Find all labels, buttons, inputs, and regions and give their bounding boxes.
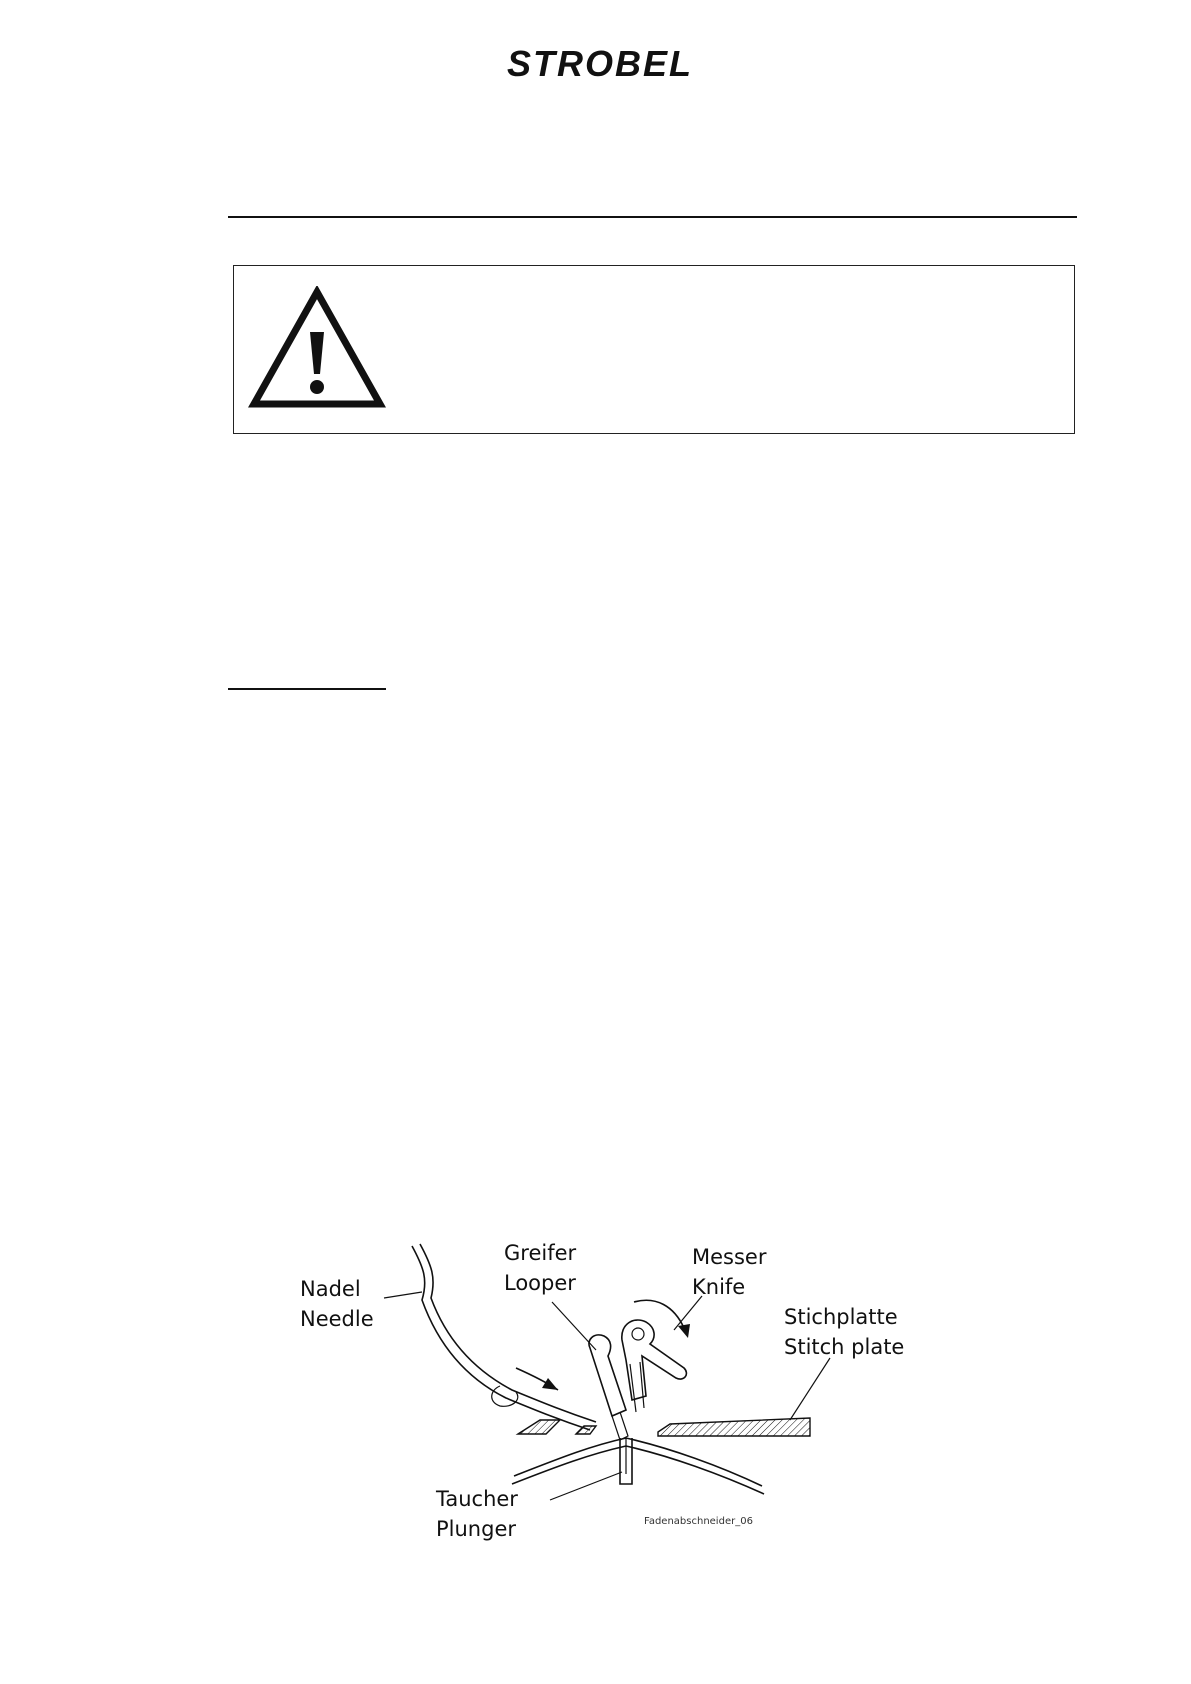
needle-motion-arrow	[516, 1368, 558, 1390]
label-looper-en: Looper	[504, 1271, 576, 1295]
warning-triangle-icon	[248, 286, 386, 410]
knife-part	[622, 1320, 687, 1412]
label-plunger-en: Plunger	[436, 1517, 517, 1541]
warning-box	[233, 265, 1075, 434]
label-stitch-plate-de: Stichplatte	[784, 1305, 898, 1329]
section-heading-underline	[228, 688, 386, 690]
label-knife-en: Knife	[692, 1275, 746, 1299]
strobel-logo	[484, 44, 716, 84]
thread-cutter-figure	[290, 1240, 910, 1560]
leader-lines	[384, 1292, 830, 1500]
label-needle-en: Needle	[300, 1307, 374, 1331]
label-needle-de: Nadel	[300, 1277, 361, 1301]
label-knife-de: Messer	[692, 1245, 767, 1269]
figure-caption: Fadenabschneider_06	[644, 1516, 753, 1527]
looper-part	[589, 1335, 628, 1440]
knife-rotation-arrow	[634, 1300, 690, 1338]
label-plunger-de: Taucher	[436, 1487, 518, 1511]
header-divider	[228, 216, 1077, 218]
thread-lines	[512, 1438, 764, 1494]
logo-text: STROBEL	[506, 44, 694, 84]
label-stitch-plate-en: Stitch plate	[784, 1335, 905, 1359]
plunger-part	[620, 1438, 632, 1484]
label-looper-de: Greifer	[504, 1241, 577, 1265]
